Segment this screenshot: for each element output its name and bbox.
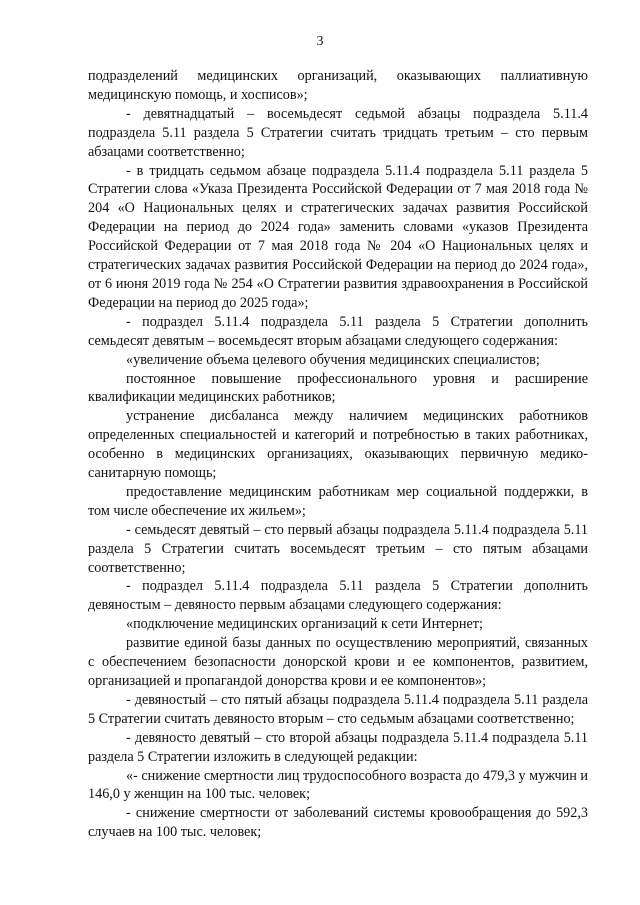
paragraph: устранение дисбаланса между наличием медицинских работников определенных специальностей и категорий и потребностью в таких работниках, особенно в медицинских организациях, оказывающих первичную медико-санитарную помощь; [88, 408, 588, 482]
page-number: 3 [316, 34, 324, 49]
paragraph: развитие единой базы данных по осуществлению мероприятий, связанных с обеспечением безопасности донорской крови и ее компонентов, развитием, организацией и пропагандой донорства крови и ее компонентов»; [88, 635, 588, 689]
paragraph: предоставление медицинским работникам мер социальной поддержки, в том числе обеспечение их жильем»; [88, 483, 588, 519]
paragraph: - снижение смертности от заболеваний системы кровообращения до 592,3 случаев на 100 тыс. человек; [88, 805, 588, 841]
paragraph: - девяностый – сто пятый абзацы подраздела 5.11.4 подраздела 5.11 раздела 5 Стратегии считать девяносто вторым – сто седьмым абзацами соответственно; [88, 691, 588, 727]
paragraph: - семьдесят девятый – сто первый абзацы подраздела 5.11.4 подраздела 5.11 раздела 5 Стратегии считать восемьдесят третьим – сто пятым абзацами соответственно; [88, 521, 588, 576]
paragraph: «подключение медицинских организаций к сети Интернет; [126, 616, 483, 633]
paragraph: «- снижение смертности лиц трудоспособного возраста до 479,3 у мужчин и 146,0 у женщин на 100 тыс. человек; [88, 767, 588, 803]
paragraph: подразделений медицинских организаций, оказывающих паллиативную медицинскую помощь, и хосписов»; [88, 68, 588, 103]
document-body [88, 67, 588, 842]
paragraph: постоянное повышение профессионального уровня и расширение квалификации медицинских работников; [88, 370, 588, 406]
paragraph: - девяносто девятый – сто второй абзацы подраздела 5.11.4 подраздела 5.11 раздела 5 Стратегии изложить в следующей редакции: [88, 729, 588, 765]
paragraph: - подраздел 5.11.4 подраздела 5.11 раздела 5 Стратегии дополнить девяностым – девяносто первым абзацами следующего содержания: [88, 578, 588, 614]
paragraph: - девятнадцатый – восемьдесят седьмой абзацы подраздела 5.11.4 подраздела 5.11 раздела 5 Стратегии считать тридцать третьим – сто первым абзацами соответственно; [88, 105, 588, 160]
paragraph: - в тридцать седьмом абзаце подраздела 5.11.4 подраздела 5.11 раздела 5 Стратегии слова «Указа Президента Российской Федерации от 7 мая 2018 года № 204 «О Национальных целях и стратегических задачах развития Российской Федерации на период до 2024 года» заменить словами «указов Президента Российской Федерации от 7 мая 2018 года № 204 «О Национальных целях и стратегических задачах развития Российской Федерации на период до 2024 года», от 6 июня 2019 года № 254 «О Стратегии развития здравоохранения в Российской Федерации на период до 2025 года»; [88, 162, 588, 311]
paragraph: - подраздел 5.11.4 подраздела 5.11 раздела 5 Стратегии дополнить семьдесят девятым – восемьдесят вторым абзацами следующего содержания: [88, 313, 588, 349]
paragraph: «увеличение объема целевого обучения медицинских специалистов; [126, 351, 540, 368]
